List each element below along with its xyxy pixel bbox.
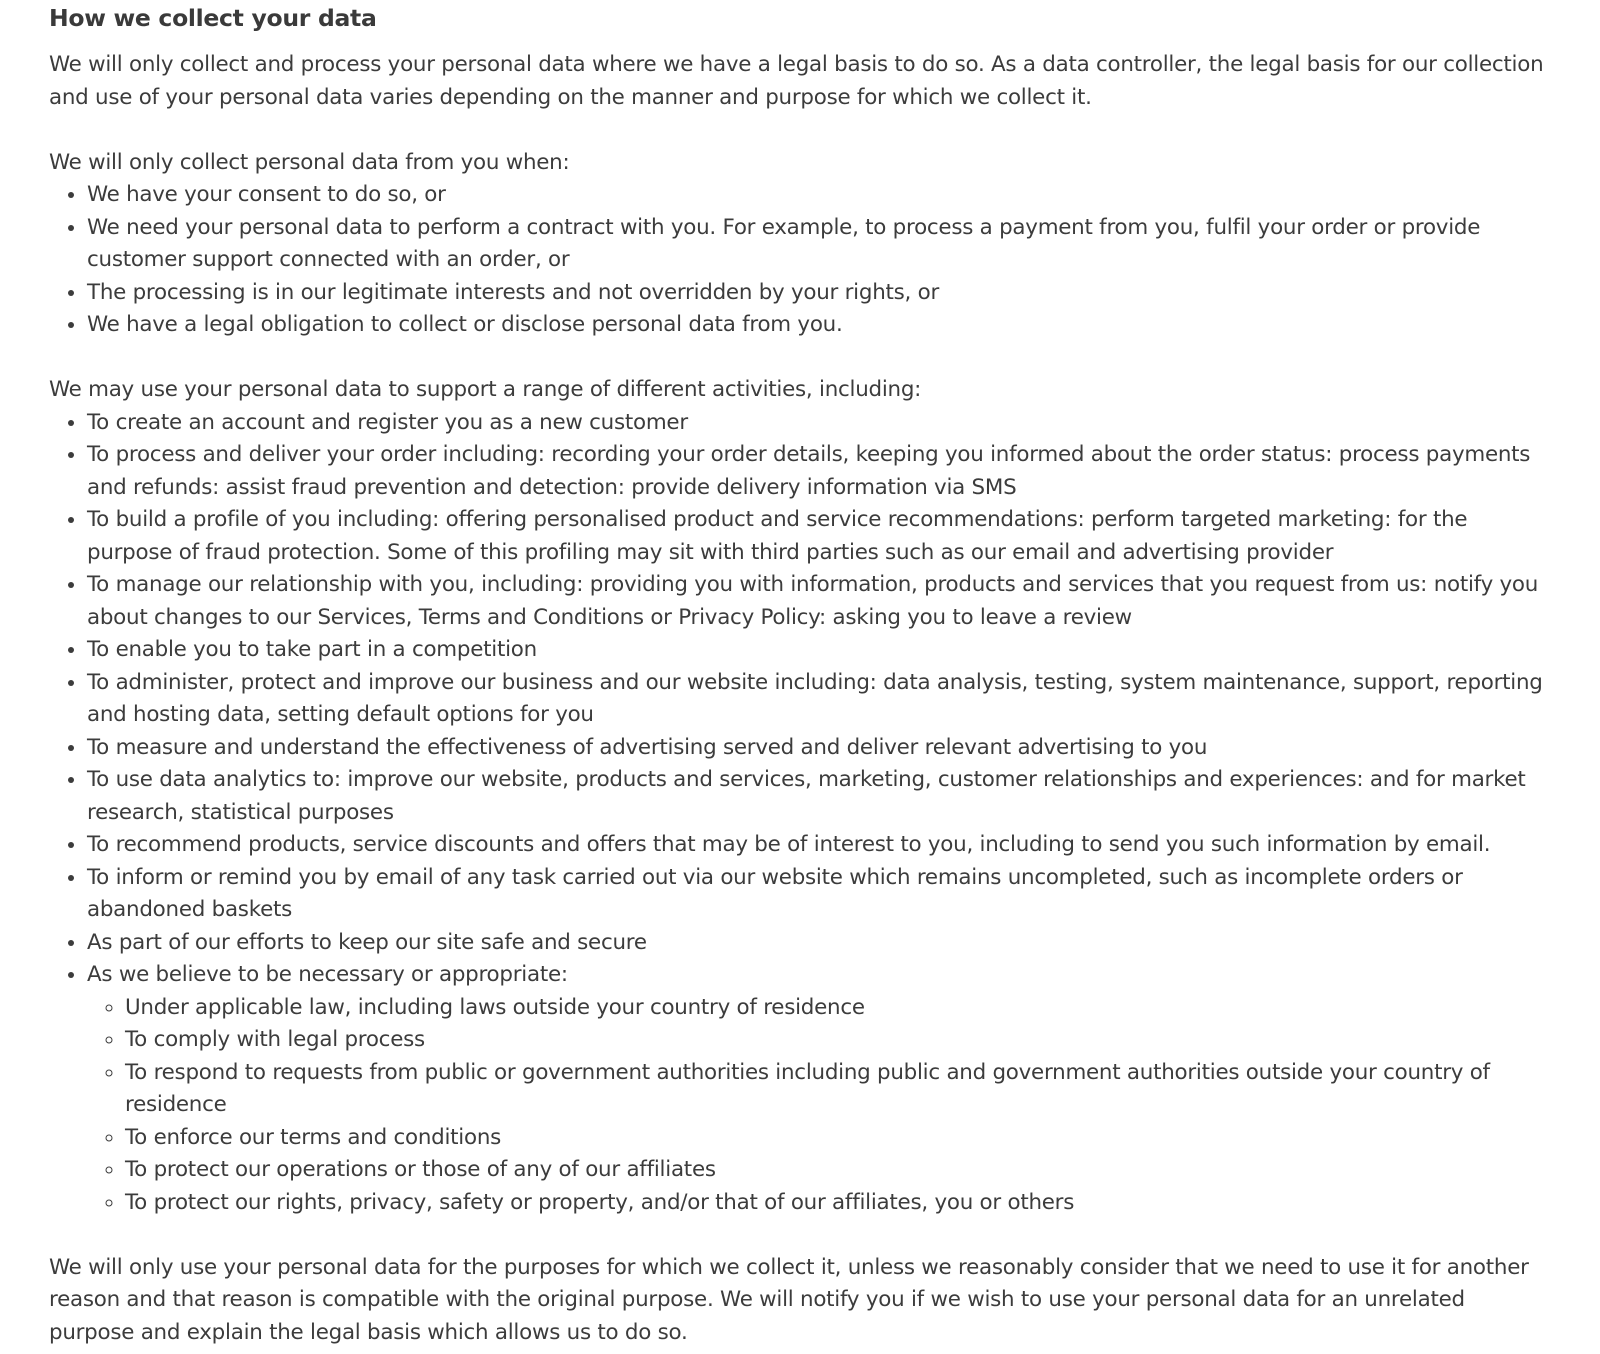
list-item: • We need your personal data to perform a contract with you. For example, to process a payment from you, fulfil your order or provide customer support connected with an order, or <box>87 212 1600 277</box>
intro-line: and use of your personal data varies depending on the manner and purpose for which we collect it. <box>49 84 1092 110</box>
closing-line: purpose and explain the legal basis which allows us to do so. <box>49 1319 688 1345</box>
sub-list <box>87 992 1600 1220</box>
list-item: • To use data analytics to: improve our website, products and services, marketing, customer relationships and experiences: and for market research, statistical purposes <box>87 764 1600 829</box>
sub-list-item: ◦ To enforce our terms and conditions <box>125 1122 1600 1155</box>
sub-list-item: ◦ To respond to requests from public or government authorities including public and government authorities outside your country of residence <box>125 1057 1600 1122</box>
intro-paragraph <box>49 49 1600 114</box>
list-item: • To enable you to take part in a competition <box>87 634 1600 667</box>
section-heading: How we collect your data <box>49 4 377 32</box>
list-item: • To inform or remind you by email of any task carried out via our website which remains uncompleted, such as incomplete orders or abandoned baskets <box>87 862 1600 927</box>
sub-list-item: ◦ To comply with legal process <box>125 1024 1600 1057</box>
list-item: • To process and deliver your order including: recording your order details, keeping you informed about the order status: process payments and refunds: assist fraud prevention and detection: provide delivery information via SMS <box>87 439 1600 504</box>
sub-list-item: ◦ To protect our rights, privacy, safety or property, and/or that of our affiliates, you or others <box>125 1187 1600 1220</box>
collect-list <box>49 179 1600 342</box>
list-item: • As part of our efforts to keep our site safe and secure <box>87 927 1600 960</box>
policy-section <box>49 0 1600 1349</box>
list-item: • To recommend products, service discounts and offers that may be of interest to you, including to send you such information by email. <box>87 829 1600 862</box>
list-item: • To manage our relationship with you, including: providing you with information, products and services that you request from us: notify you about changes to our Services, Terms and Conditions or Privacy Policy: asking you to leave a review <box>87 569 1600 634</box>
sub-list-item: ◦ Under applicable law, including laws outside your country of residence <box>125 992 1600 1025</box>
list-item: • The processing is in our legitimate interests and not overridden by your rights, or <box>87 277 1600 310</box>
list-item: • We have your consent to do so, or <box>87 179 1600 212</box>
closing-paragraph <box>49 1252 1600 1350</box>
closing-line: reason and that reason is compatible with the original purpose. We will notify you if we wish to use your personal data for an unrelated <box>49 1287 1465 1312</box>
list-item: • To administer, protect and improve our business and our website including: data analysis, testing, system maintenance, support, reporting and hosting data, setting default options for you <box>87 667 1600 732</box>
list-item: • To measure and understand the effectiveness of advertising served and deliver relevant advertising to you <box>87 732 1600 765</box>
sub-list-item: ◦ To protect our operations or those of any of our affiliates <box>125 1154 1600 1187</box>
list-item: • As we believe to be necessary or appropriate: ◦ Under applicable law, including laws outside your country of residence ◦ To comply with legal process ◦ To respond to requests from public or government authorities including public and government authorities outside your country of residence ◦ To enforce our terms and conditions ◦ To protect our operations or those of any of our affiliates ◦ To protect our rights, privacy, safety or property, and/or that of our affiliates, you or others <box>87 959 1600 1219</box>
collect-lead: We will only collect personal data from you when: <box>49 149 570 175</box>
closing-line: We will only use your personal data for the purposes for which we collect it, unless we reasonably consider that we need to use it for another <box>49 1254 1529 1280</box>
use-list <box>49 407 1600 1220</box>
list-item: • We have a legal obligation to collect or disclose personal data from you. <box>87 309 1600 342</box>
intro-line: We will only collect and process your personal data where we have a legal basis to do so. As a data controller, the legal basis for our collection <box>49 52 1544 77</box>
use-lead: We may use your personal data to support a range of different activities, including: <box>49 377 922 402</box>
list-item: • To create an account and register you as a new customer <box>87 407 1600 440</box>
list-item: • To build a profile of you including: offering personalised product and service recommendations: perform targeted marketing: for the purpose of fraud protection. Some of this profiling may sit with third parties such as our email and advertising provider <box>87 504 1600 569</box>
